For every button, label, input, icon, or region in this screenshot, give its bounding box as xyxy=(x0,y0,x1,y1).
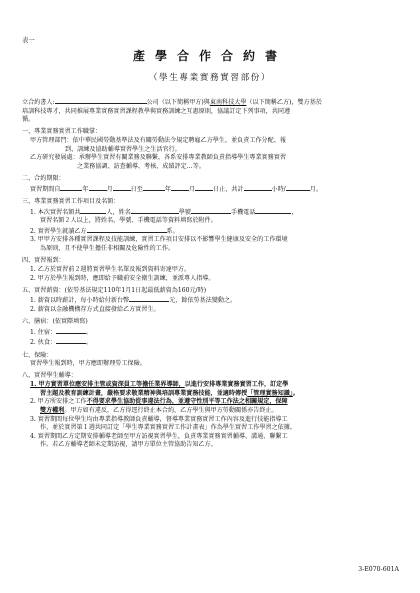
hourly-wage-blank[interactable] xyxy=(129,295,169,302)
document-subtitle: （學生專業實務實習部份） xyxy=(148,73,272,83)
work-items-line-1: 3. 甲甲方安排各種實習課程及技能訓練，實習工作項目安排以不影響學生健康及安全的工作環境 xyxy=(30,236,288,244)
intro-text-after-school: （以下簡稱乙方)，雙方基於 xyxy=(246,99,322,106)
guidance-item-2-line-1: 2. 甲方所安排之工作不得要求學生協助從事違法行為，並遵守性別平等工作法之相關規定，保障 xyxy=(30,398,288,406)
section-6-heading: 六、膳宿：(依實際填寫) xyxy=(22,318,88,326)
meals-blank[interactable] xyxy=(56,337,86,344)
contract-body xyxy=(22,97,399,450)
form-label: 表一 xyxy=(22,36,35,44)
salary-item-2: 2. 薪資以金融機構存方式直接發給乙方實習生。 xyxy=(30,305,160,313)
section-1-party-b-line-2: 之業務協調、訪查輔導、考核、成績評定…等。 xyxy=(77,162,205,170)
section-2-heading: 二、合約期限： xyxy=(22,175,65,183)
end-month-blank[interactable] xyxy=(171,184,189,191)
end-year-blank[interactable] xyxy=(143,184,165,191)
intro-line-1 xyxy=(22,97,399,108)
lodging-blank[interactable] xyxy=(56,327,86,334)
start-year-blank[interactable] xyxy=(60,184,82,191)
guidance-item-3-line-2: 作，並於實習第１週共同訂定「學生專業實務實習工作計畫表」作為學生實習工作學習之依據。 xyxy=(40,424,296,432)
work-items-line-2: 為原則，且不使學生擔任非相關及危險性的工作。 xyxy=(40,245,175,253)
section-1-heading: 一、專業實務實習工作職掌： xyxy=(22,128,102,136)
intro-line-3: 循。 xyxy=(22,116,35,124)
guidance-item-1-line-2: 習主題及教育訓練計畫，嚴格要求敬業精神與培訓專業實務技能，並適時傳授「管理實務知識」。 xyxy=(40,389,299,397)
quota-count-blank[interactable] xyxy=(80,207,106,214)
section-8-heading: 八、實習學生輔導： xyxy=(22,372,77,380)
section-1-party-b-line-1: 乙方研究發展處：承辦學生實習有關業務及聯繫，各系安排專業教師負責指導學生專業實務實習 xyxy=(30,154,286,162)
party-label: 立合約書人: xyxy=(22,99,55,106)
guidance-item-3-line-1: 3. 實習期間每位學生均由專業指導教師負責輔導，督導專業實務實習工作內容及進行技能指導工 xyxy=(30,415,288,423)
guidance-item-4-line-1: 4. 實習期間乙方定期安排輔導老師至甲方訪視實習學生，負責專業實務實習輔導、溝通、聯繫工 xyxy=(30,432,288,440)
department-line: 2. 實習學生就讀乙方 系。 xyxy=(30,227,179,235)
meals-line: 2. 伙食： 。 xyxy=(30,339,93,347)
section-4-heading: 四、實習報到： xyxy=(22,257,65,265)
phone-number-blank[interactable] xyxy=(255,207,291,214)
department-blank[interactable] xyxy=(87,226,167,233)
intro-line-2: 培訓科技專才，共同推展專業實務實習課程教學與實務訓練之互惠原則，協議訂定下列事項，共同遵 xyxy=(22,107,291,115)
insurance-text: 實習學生報到時，甲方應即辦理勞工保險。 xyxy=(30,360,146,368)
salary-item-1: 1. 薪資以時薪計，每小時給付新台幣 元，餘依勞基法變動之。 xyxy=(30,297,237,305)
total-months-blank[interactable] xyxy=(286,184,310,191)
guidance-item-2-line-2: 雙方權利。甲方如有違反，乙方得逕行終止本合約，乙方學生與甲方勞動關係亦告終止。 xyxy=(40,406,278,414)
section-1-party-a-line-2: 到、訓練及協助輔導實習學生之生活官行。 xyxy=(65,145,181,153)
section-7-heading: 七、保險： xyxy=(22,351,53,359)
start-month-blank[interactable] xyxy=(89,184,107,191)
section-5-heading: 五、實習薪資：(依勞基法規定110年1月1日起最低薪資為160元/時) xyxy=(22,286,207,294)
form-code: 3-E070-601A xyxy=(358,566,399,573)
document-title: 產學合作合約書 xyxy=(132,49,287,63)
contract-period-line: 實習期間自 年 月 日至 年 月 日止，共計 小時/ 月。 xyxy=(30,185,322,193)
company-suffix: 公司（以下簡稱甲方)與 xyxy=(146,99,210,106)
lodging-line: 1. 住宿： 。 xyxy=(30,328,93,336)
student-name-blank[interactable] xyxy=(131,207,179,214)
report-item-2: 2. 甲方於學生報到時，應即給予職前安全衛生訓練，並派專人指導。 xyxy=(30,274,215,282)
end-day-blank[interactable] xyxy=(195,184,213,191)
section-3-heading: 三、專業實務實習工作項目及名額： xyxy=(22,197,120,205)
quota-line-2: 實習名額２人以上，將姓名、學號、手機電話等資料填寫於附件。 xyxy=(40,217,217,225)
guidance-item-1-line-1: 1. 甲方實習單位應安排主管或資深員工等擔任業界導師，以進行安排專業實務實習工作，訂定學 xyxy=(30,380,289,388)
school-name: 東南科技大學 xyxy=(209,99,247,106)
guidance-item-4-line-2: 作。若乙方輔導老師未定期訪視，請甲方單位主管協助告知乙方。 xyxy=(40,441,217,449)
quota-line: 1. 本次實習名額共 人，姓名 學號 手機電話 ， xyxy=(30,208,298,216)
report-item-1: 1. 乙方於實習前２週將實習學生名單及報到資料寄達甲方。 xyxy=(30,265,191,273)
student-id-blank[interactable] xyxy=(191,207,231,214)
company-name-blank[interactable] xyxy=(55,97,147,104)
start-day-blank[interactable] xyxy=(113,184,131,191)
section-1-party-a-line-1: 甲方管理部門：依中華民國勞動基準法及有關勞動法令規定聘雇乙方學生，並負責工作分配、報 xyxy=(30,137,286,145)
total-hours-blank[interactable] xyxy=(244,184,272,191)
